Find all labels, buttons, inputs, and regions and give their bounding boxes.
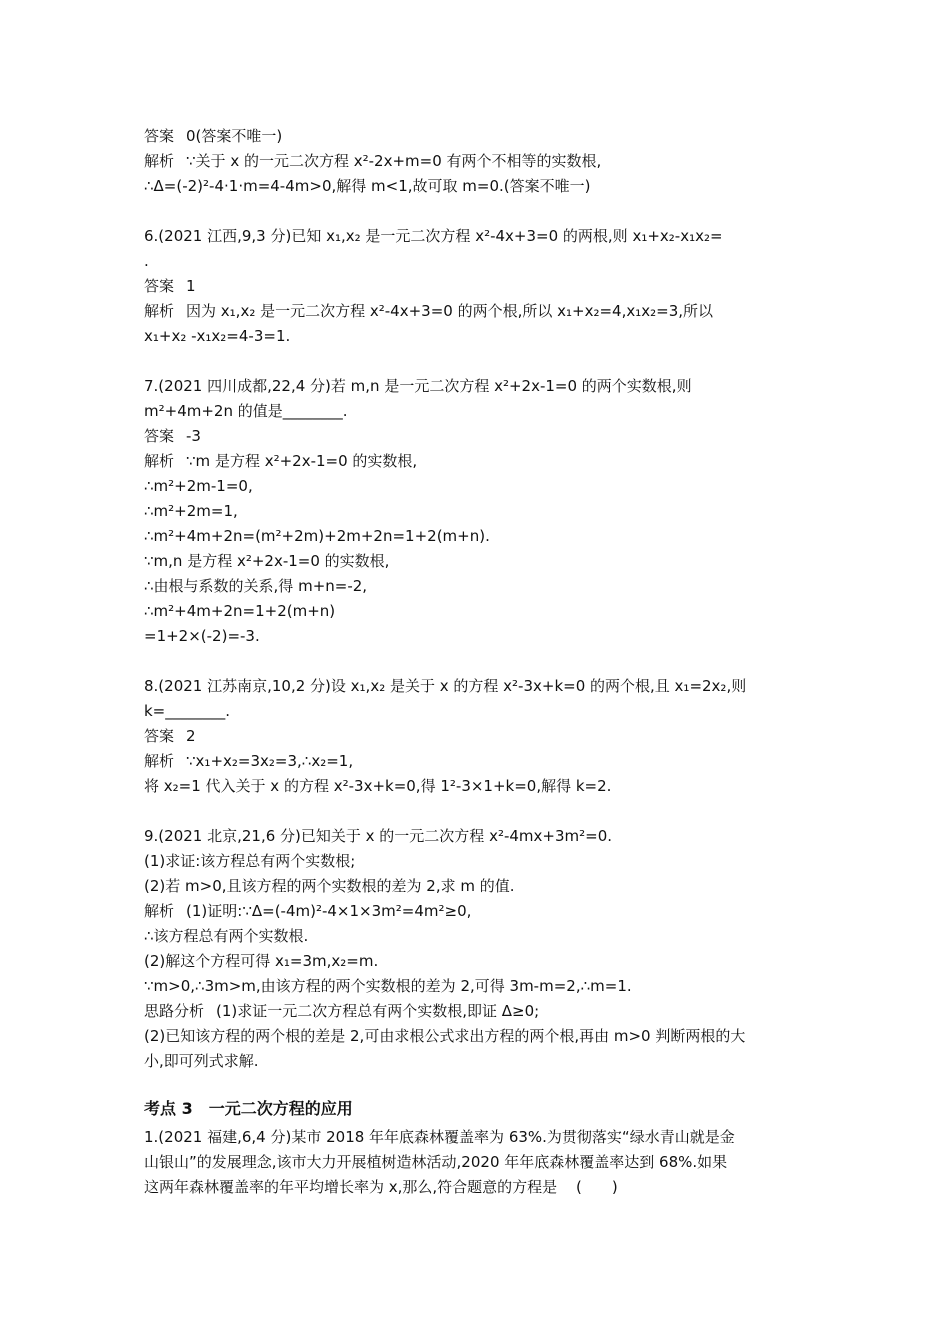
analysis-label: 解析 xyxy=(144,752,175,770)
answer-label: 答案 xyxy=(144,127,175,145)
answer-label: 答案 xyxy=(144,277,175,295)
q7-step: =1+2×(-2)=-3. xyxy=(144,627,260,645)
q7-answer-line xyxy=(144,424,808,449)
q9-stem: 9.(2021 北京,21,6 分)已知关于 x 的一元二次方程 x²-4mx+3m²=0. xyxy=(144,827,613,845)
answer-value: 2 xyxy=(186,727,196,745)
q6-analysis-line xyxy=(144,299,808,324)
q9-step: (2)解这个方程可得 x₁=3m,x₂=m. xyxy=(144,952,379,970)
q6-stem: 6.(2021 江西,9,3 分)已知 x₁,x₂ 是一元二次方程 x²-4x+3=0 的两根,则 x₁+x₂-x₁x₂= xyxy=(144,227,723,245)
q5-analysis-line xyxy=(144,149,808,174)
q9-idea-step: (2)已知该方程的两个根的差是 2,可由求根公式求出方程的两个根,再由 m>0 判断两根的大 xyxy=(144,1027,746,1045)
idea-text: (1)求证一元二次方程总有两个实数根,即证 Δ≥0; xyxy=(216,1002,540,1020)
q7-analysis-line xyxy=(144,449,808,474)
q7-stem: 7.(2021 四川成都,22,4 分)若 m,n 是一元二次方程 x²+2x-1=0 的两个实数根,则 xyxy=(144,377,692,395)
q6-answer-line xyxy=(144,274,808,299)
q5-answer-line xyxy=(144,124,808,149)
answer-bracket: ( ) xyxy=(575,1178,618,1196)
answer-value: -3 xyxy=(186,427,201,445)
analysis-text: (1)证明:∵Δ=(-4m)²-4×1×3m²=4m²≥0, xyxy=(186,902,472,920)
q6-analysis-line-2: x₁+x₂ -x₁x₂=4-3=1. xyxy=(144,327,291,345)
analysis-text: 因为 x₁,x₂ 是一元二次方程 x²-4x+3=0 的两个根,所以 x₁+x₂=4,x₁x₂=3,所以 xyxy=(186,302,714,320)
analysis-label: 解析 xyxy=(144,302,175,320)
answer-value: 0(答案不唯一) xyxy=(186,127,283,145)
q9-part-2: (2)若 m>0,且该方程的两个实数根的差为 2,求 m 的值. xyxy=(144,877,515,895)
q7-step: ∴m²+4m+2n=1+2(m+n) xyxy=(144,602,336,620)
q9-idea-line xyxy=(144,999,808,1024)
answer-label: 答案 xyxy=(144,727,175,745)
q7-stem-2: m²+4m+2n 的值是________. xyxy=(144,402,348,420)
analysis-label: 解析 xyxy=(144,152,175,170)
answer-value: 1 xyxy=(186,277,196,295)
q7-step: ∴m²+2m=1, xyxy=(144,502,238,520)
s3q1-stem-3 xyxy=(144,1175,808,1200)
analysis-text: ∵m 是方程 x²+2x-1=0 的实数根, xyxy=(186,452,418,470)
q9-analysis-line xyxy=(144,899,808,924)
q9-step: ∵m>0,∴3m>m,由该方程的两个实数根的差为 2,可得 3m-m=2,∴m=1. xyxy=(144,977,632,995)
analysis-label: 解析 xyxy=(144,452,175,470)
s3q1-stem-2: 山银山”的发展理念,该市大力开展植树造林活动,2020 年年底森林覆盖率达到 68%.如果 xyxy=(144,1153,728,1171)
q8-stem-2: k=________. xyxy=(144,702,231,720)
analysis-text: ∵关于 x 的一元二次方程 x²-2x+m=0 有两个不相等的实数根, xyxy=(186,152,602,170)
q8-analysis-line xyxy=(144,749,808,774)
q9-step: ∴该方程总有两个实数根. xyxy=(144,927,309,945)
document-page xyxy=(144,124,808,1200)
q5-analysis-line-2: ∴Δ=(-2)²-4·1·m=4-4m>0,解得 m<1,故可取 m=0.(答案不唯一) xyxy=(144,177,591,195)
analysis-label: 解析 xyxy=(144,902,175,920)
q9-idea-step: 小,即可列式求解. xyxy=(144,1052,259,1070)
q7-step: ∴由根与系数的关系,得 m+n=-2, xyxy=(144,577,368,595)
q7-step: ∵m,n 是方程 x²+2x-1=0 的实数根, xyxy=(144,552,390,570)
idea-label: 思路分析 xyxy=(144,1002,205,1020)
section-heading: 考点 3 一元二次方程的应用 xyxy=(144,1099,353,1118)
q9-part-1: (1)求证:该方程总有两个实数根; xyxy=(144,852,356,870)
q8-answer-line xyxy=(144,724,808,749)
q8-stem: 8.(2021 江苏南京,10,2 分)设 x₁,x₂ 是关于 x 的方程 x²-3x+k=0 的两个根,且 x₁=2x₂,则 xyxy=(144,677,747,695)
s3q1-stem: 1.(2021 福建,6,4 分)某市 2018 年年底森林覆盖率为 63%.为贯彻落实“绿水青山就是金 xyxy=(144,1128,735,1146)
analysis-text: ∵x₁+x₂=3x₂=3,∴x₂=1, xyxy=(186,752,354,770)
stem-text: 这两年森林覆盖率的年平均增长率为 x,那么,符合题意的方程是 xyxy=(144,1178,558,1196)
answer-label: 答案 xyxy=(144,427,175,445)
q7-step: ∴m²+4m+2n=(m²+2m)+2m+2n=1+2(m+n). xyxy=(144,527,490,545)
q7-step: ∴m²+2m-1=0, xyxy=(144,477,253,495)
q8-analysis-line-2: 将 x₂=1 代入关于 x 的方程 x²-3x+k=0,得 1²-3×1+k=0,解得 k=2. xyxy=(144,777,612,795)
q6-stem-2: . xyxy=(144,252,149,270)
